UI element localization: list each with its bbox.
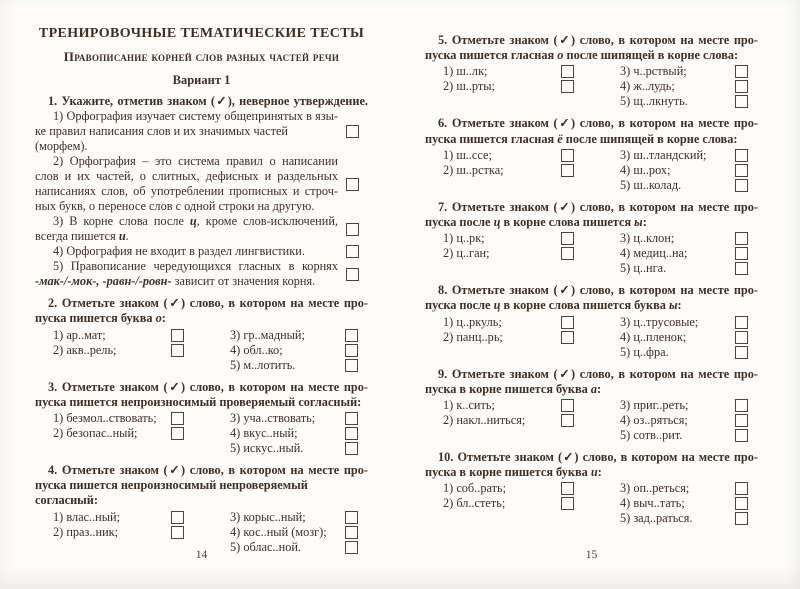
answer-checkbox[interactable] — [561, 316, 574, 329]
option-label: 2) накл..ниться; — [443, 413, 526, 428]
answer-checkbox[interactable] — [735, 316, 748, 329]
text-segment: пуска пишется гласная — [425, 131, 558, 146]
option-item — [620, 315, 748, 330]
page-14 — [35, 0, 368, 589]
statement-item — [35, 214, 368, 244]
question-prompt — [425, 116, 758, 146]
answer-checkbox[interactable] — [561, 331, 574, 344]
text-segment: пуска после — [425, 215, 494, 230]
text-segment: зависит от значения корня. — [171, 274, 316, 289]
options-col2 — [620, 231, 748, 276]
text-segment: 6. Отметьте знаком (✓) слово, в котором на месте про- — [438, 116, 758, 131]
option-item — [620, 511, 748, 526]
option-label: 2) ш..рстка; — [443, 162, 504, 177]
option-label: 2) бл..стеть; — [443, 496, 506, 511]
option-item — [443, 330, 574, 345]
answer-checkbox[interactable] — [345, 412, 358, 425]
answer-checkbox[interactable] — [735, 232, 748, 245]
option-item — [230, 426, 358, 441]
options-col1 — [443, 148, 574, 193]
answer-checkbox[interactable] — [345, 359, 358, 372]
option-item — [620, 64, 748, 79]
statement-item — [35, 259, 368, 289]
question-prompt — [425, 367, 758, 397]
option-label: 4) ш..рох; — [620, 162, 671, 177]
statement-item — [35, 154, 368, 214]
answer-checkbox[interactable] — [561, 482, 574, 495]
text-segment: пуска в корне пишется буква — [425, 381, 591, 396]
question-1 — [35, 94, 368, 289]
answer-checkbox[interactable] — [346, 268, 359, 281]
option-item — [443, 79, 574, 94]
option-item — [620, 163, 748, 178]
option-item — [620, 178, 748, 193]
text-segment: после шипящей в корне слова: — [563, 48, 739, 63]
option-label: 5) ш..колад. — [620, 177, 682, 192]
text-segment: пуска пишется непроизносимый непроверяемый согласный: — [35, 478, 308, 508]
page-number-left: 14 — [195, 549, 208, 561]
answer-checkbox[interactable] — [345, 344, 358, 357]
text-segment: и — [590, 465, 598, 480]
text-segment: ц — [189, 214, 197, 229]
option-item — [230, 525, 358, 540]
answer-checkbox[interactable] — [735, 247, 748, 260]
text-segment: о — [557, 48, 564, 63]
question-6 — [425, 116, 758, 192]
page-15 — [425, 0, 758, 589]
statement-text — [35, 214, 338, 244]
option-item — [620, 496, 748, 511]
prompt-line — [35, 463, 368, 478]
options-columns — [425, 148, 758, 193]
option-label: 3) ш..тландский; — [620, 147, 707, 162]
option-item — [443, 315, 574, 330]
page-number-right: 15 — [585, 549, 598, 561]
option-item — [53, 343, 184, 358]
statement-line — [35, 109, 338, 124]
option-item — [620, 428, 748, 443]
option-label: 4) оз..ряться; — [620, 413, 688, 428]
option-item — [620, 94, 748, 109]
option-item — [620, 345, 748, 360]
option-item — [443, 64, 574, 79]
prompt-line — [425, 367, 758, 382]
option-item — [53, 328, 184, 343]
text-segment: 7. Отметьте знаком (✓) слово, в котором на месте про- — [438, 199, 758, 214]
prompt-line — [425, 465, 758, 480]
right-page-questions — [425, 33, 758, 526]
text-segment: 3) В корне слова после — [53, 214, 190, 229]
option-item — [620, 148, 748, 163]
option-item — [620, 398, 748, 413]
options-col2 — [620, 481, 748, 526]
question-7 — [425, 200, 758, 276]
option-label: 2) панц..рь; — [443, 329, 503, 344]
answer-checkbox[interactable] — [735, 331, 748, 344]
option-label: 1) ц..рк; — [443, 231, 485, 246]
option-item — [443, 481, 574, 496]
options-col1 — [443, 64, 574, 109]
option-label: 4) медиц..на; — [620, 246, 688, 261]
prompt-line — [35, 311, 368, 326]
booklet-title: ТРЕНИРОВОЧНЫЕ ТЕМАТИЧЕСКИЕ ТЕСТЫ — [38, 26, 365, 41]
options-columns — [425, 315, 758, 360]
text-segment: всегда пишется — [35, 229, 119, 244]
text-segment: 2. Отметьте знаком (✓) слово, в котором на месте про- — [48, 296, 368, 311]
option-label: 3) ц..клон; — [620, 231, 675, 246]
answer-checkbox[interactable] — [735, 95, 748, 108]
option-item — [620, 246, 748, 261]
option-label: 3) уча..ствовать; — [230, 411, 316, 426]
answer-checkbox[interactable] — [171, 511, 184, 524]
text-segment: ке правил написания слов и их значимых частей (морфем). — [35, 124, 289, 154]
answer-checkbox[interactable] — [735, 497, 748, 510]
options-col2 — [620, 64, 748, 109]
text-segment: в корне слова пишется буква — [500, 298, 669, 313]
option-label: 5) искус..ный. — [230, 441, 304, 456]
options-columns — [35, 328, 368, 373]
options-col1 — [53, 510, 184, 555]
option-item — [230, 343, 358, 358]
text-segment: 8. Отметьте знаком (✓) слово, в котором на месте про- — [438, 283, 758, 298]
option-label: 4) обл..ко; — [230, 342, 283, 357]
question-prompt — [425, 450, 758, 480]
option-item — [620, 261, 748, 276]
answer-checkbox[interactable] — [346, 245, 359, 258]
option-label: 3) приг..реть; — [620, 398, 689, 413]
answer-checkbox[interactable] — [561, 497, 574, 510]
question-2 — [35, 296, 368, 372]
question-9 — [425, 367, 758, 443]
options-col2 — [620, 398, 748, 443]
text-segment: пуска в корне пишется буква — [425, 465, 591, 480]
option-label: 5) сотв..рит. — [620, 428, 683, 443]
answer-checkbox[interactable] — [171, 427, 184, 440]
option-item — [230, 441, 358, 456]
statement-line — [35, 169, 338, 184]
options-col2 — [620, 148, 748, 193]
answer-checkbox[interactable] — [561, 247, 574, 260]
text-segment: . — [125, 229, 129, 244]
prompt-line — [425, 298, 758, 313]
text-segment: 4. Отметьте знаком (✓) слово, в котором на месте про- — [48, 463, 368, 478]
option-label: 1) ар..мат; — [53, 327, 106, 342]
option-label: 1) влас..ный; — [53, 509, 121, 524]
option-item — [443, 163, 574, 178]
option-label: 2) безопас..ный; — [53, 426, 138, 441]
statement-text — [35, 154, 338, 214]
prompt-line — [425, 382, 758, 397]
statement-text — [35, 244, 338, 259]
text-segment: 2) Орфография – это система правил о написании — [53, 154, 338, 169]
option-label: 1) к..сить; — [443, 398, 495, 413]
answer-checkbox[interactable] — [735, 80, 748, 93]
answer-checkbox[interactable] — [561, 65, 574, 78]
options-col1 — [53, 328, 184, 373]
question-prompt — [35, 463, 368, 509]
prompt-line — [35, 380, 368, 395]
statement-line — [35, 244, 338, 259]
prompt-line — [425, 200, 758, 215]
option-label: 2) ш..рты; — [443, 79, 495, 94]
text-segment: 1) Орфография изучает систему общепринятых в язы- — [53, 109, 338, 124]
option-label: 4) ж..лудь; — [620, 79, 675, 94]
option-label: 3) оп..реться; — [620, 481, 690, 496]
text-segment: а — [590, 381, 597, 396]
text-segment: ц — [493, 215, 501, 230]
question-4 — [35, 463, 368, 555]
text-segment: пуска пишется гласная — [425, 48, 558, 63]
option-label: 3) корыс..ный; — [230, 509, 306, 524]
text-segment: ы — [634, 215, 643, 230]
options-col2 — [230, 411, 358, 456]
question-5 — [425, 33, 758, 109]
question-prompt — [35, 94, 368, 109]
answer-checkbox[interactable] — [735, 512, 748, 525]
options-columns — [35, 411, 368, 456]
answer-checkbox[interactable] — [735, 482, 748, 495]
option-label: 5) ц..нга. — [620, 261, 667, 276]
answer-checkbox[interactable] — [561, 80, 574, 93]
text-segment: ных букв, о переносе слов с одной строки на другую. — [35, 199, 315, 214]
question-8 — [425, 283, 758, 359]
answer-checkbox[interactable] — [735, 414, 748, 427]
answer-checkbox[interactable] — [171, 344, 184, 357]
option-label: 2) ц..ган; — [443, 246, 490, 261]
option-label: 5) зад..раться. — [620, 511, 693, 526]
option-label: 5) щ..лкнуть. — [620, 94, 688, 109]
left-page-questions — [35, 94, 368, 555]
statement-item — [35, 109, 368, 154]
statement-line — [35, 124, 338, 154]
options-columns — [35, 510, 368, 555]
text-segment: 9. Отметьте знаком (✓) слово, в котором на месте про- — [438, 366, 758, 381]
text-segment: о — [155, 311, 162, 326]
prompt-line — [425, 48, 758, 63]
prompt-line — [35, 395, 368, 410]
prompt-line — [425, 33, 758, 48]
statement-item — [35, 244, 368, 259]
options-columns — [425, 481, 758, 526]
question-prompt — [35, 296, 368, 326]
text-segment: 5) Правописание чередующихся гласных в корнях — [53, 259, 338, 274]
answer-checkbox[interactable] — [346, 125, 359, 138]
option-label: 1) ц..ркуль; — [443, 314, 502, 329]
option-item — [620, 413, 748, 428]
text-segment: 4) Орфография не входит в раздел лингвистики. — [53, 244, 305, 259]
statement-line — [35, 199, 338, 214]
answer-checkbox[interactable] — [171, 412, 184, 425]
prompt-line — [35, 478, 368, 508]
options-col1 — [443, 398, 574, 443]
option-item — [443, 231, 574, 246]
prompt-line — [35, 94, 368, 109]
option-item — [230, 411, 358, 426]
answer-checkbox[interactable] — [345, 526, 358, 539]
option-item — [620, 481, 748, 496]
variant-label: Вариант 1 — [172, 73, 231, 87]
prompt-line — [425, 450, 758, 465]
text-segment: после шипящей в корне слова: — [562, 131, 738, 146]
question-prompt — [425, 200, 758, 230]
question-prompt — [425, 33, 758, 63]
option-item — [53, 525, 184, 540]
option-item — [443, 148, 574, 163]
section-title: Правописание корней слов разных частей речи — [63, 49, 340, 64]
text-segment: 10. Отметьте знаком (✓) слово, в котором на месте про- — [438, 450, 758, 465]
question-prompt — [35, 380, 368, 410]
statement-line — [35, 259, 338, 274]
option-item — [53, 426, 184, 441]
option-item — [620, 231, 748, 246]
option-item — [443, 246, 574, 261]
options-col1 — [443, 231, 574, 276]
options-columns — [425, 231, 758, 276]
option-label: 3) гр..мадный; — [230, 327, 305, 342]
text-segment: пуска пишется буква — [35, 311, 156, 326]
options-col2 — [620, 315, 748, 360]
question-prompt — [425, 283, 758, 313]
statement-text — [35, 259, 338, 289]
option-label: 4) вкус..ный; — [230, 426, 298, 441]
answer-checkbox[interactable] — [561, 414, 574, 427]
statement-line — [35, 154, 338, 169]
options-col1 — [53, 411, 184, 456]
statement-text — [35, 109, 338, 154]
options-col2 — [230, 328, 358, 373]
question-10 — [425, 450, 758, 526]
prompt-line — [35, 296, 368, 311]
option-label: 2) акв..рель; — [53, 342, 117, 357]
answer-checkbox[interactable] — [561, 399, 574, 412]
option-label: 1) ш..ссе; — [443, 147, 492, 162]
option-item — [230, 358, 358, 373]
text-segment: 1. Укажите, отметив знаком (✓), неверное утверждение. — [48, 94, 368, 108]
option-label: 5) м..лотить. — [230, 357, 296, 372]
text-segment: написаниях слов, об употреблении прописных и строч- — [35, 184, 338, 199]
options-columns — [425, 398, 758, 443]
text-segment: ц — [493, 298, 501, 313]
text-segment: , кроме слов-исключений, — [196, 214, 338, 229]
answer-checkbox[interactable] — [171, 329, 184, 342]
option-item — [230, 328, 358, 343]
statement-line — [35, 184, 338, 199]
option-item — [443, 398, 574, 413]
option-label: 5) облас..ной. — [230, 539, 302, 554]
text-segment: : — [642, 215, 647, 230]
option-item — [620, 330, 748, 345]
answer-checkbox[interactable] — [346, 223, 359, 236]
answer-checkbox[interactable] — [346, 178, 359, 191]
option-label: 4) выч..тать; — [620, 496, 685, 511]
text-segment: 5. Отметьте знаком (✓) слово, в котором на месте про- — [438, 33, 758, 47]
question-3 — [35, 380, 368, 456]
answer-checkbox[interactable] — [735, 149, 748, 162]
options-col1 — [443, 481, 574, 526]
option-item — [230, 510, 358, 525]
prompt-line — [425, 215, 758, 230]
text-segment: : — [597, 381, 602, 396]
text-segment: слов и их частей, о слитных, дефисных и раздельных — [35, 169, 338, 184]
answer-checkbox[interactable] — [345, 427, 358, 440]
answer-checkbox[interactable] — [735, 65, 748, 78]
answer-checkbox[interactable] — [735, 399, 748, 412]
text-segment: и — [118, 229, 126, 244]
answer-checkbox[interactable] — [735, 262, 748, 275]
answer-checkbox[interactable] — [345, 511, 358, 524]
text-segment: пуска пишется непроизносимый проверяемый согласный: — [35, 394, 362, 409]
option-item — [620, 79, 748, 94]
answer-checkbox[interactable] — [735, 346, 748, 359]
option-label: 3) ц..трусовые; — [620, 314, 699, 329]
text-segment: ё — [557, 131, 563, 146]
statement-list — [35, 109, 368, 289]
statement-line — [35, 214, 338, 229]
statement-line — [35, 229, 338, 244]
text-segment: -мак-/-мок-, -равн-/-ровн- — [35, 274, 172, 289]
options-col2 — [230, 510, 358, 555]
option-label: 1) ш..лк; — [443, 64, 488, 79]
text-segment: : — [161, 311, 166, 326]
answer-checkbox[interactable] — [561, 164, 574, 177]
option-label: 4) ц..пленок; — [620, 329, 687, 344]
text-segment: : — [597, 465, 602, 480]
answer-checkbox[interactable] — [735, 429, 748, 442]
option-item — [443, 413, 574, 428]
prompt-line — [425, 132, 758, 147]
answer-checkbox[interactable] — [561, 149, 574, 162]
option-label: 1) соб..рать; — [443, 481, 507, 496]
option-label: 3) ч..рствый; — [620, 64, 687, 79]
option-label: 4) кос..ный (мозг); — [230, 524, 327, 539]
prompt-line — [425, 116, 758, 131]
options-columns — [425, 64, 758, 109]
text-segment: в корне слова пишется — [500, 215, 635, 230]
option-item — [443, 496, 574, 511]
text-segment: ы — [668, 298, 678, 313]
option-item — [53, 510, 184, 525]
answer-checkbox[interactable] — [735, 164, 748, 177]
option-label: 1) безмол..ствовать; — [53, 411, 157, 426]
statement-line — [35, 274, 338, 289]
answer-checkbox[interactable] — [345, 442, 358, 455]
option-label: 2) праз..ник; — [53, 524, 119, 539]
answer-checkbox[interactable] — [345, 329, 358, 342]
text-segment: пуска после — [425, 298, 494, 313]
prompt-line — [425, 283, 758, 298]
options-col1 — [443, 315, 574, 360]
option-label: 5) ц..фра. — [620, 344, 669, 359]
answer-checkbox[interactable] — [561, 232, 574, 245]
text-segment: 3. Отметьте знаком (✓) слово, в котором на месте про- — [48, 379, 368, 394]
text-segment: : — [677, 298, 682, 313]
option-item — [53, 411, 184, 426]
answer-checkbox[interactable] — [171, 526, 184, 539]
answer-checkbox[interactable] — [735, 179, 748, 192]
